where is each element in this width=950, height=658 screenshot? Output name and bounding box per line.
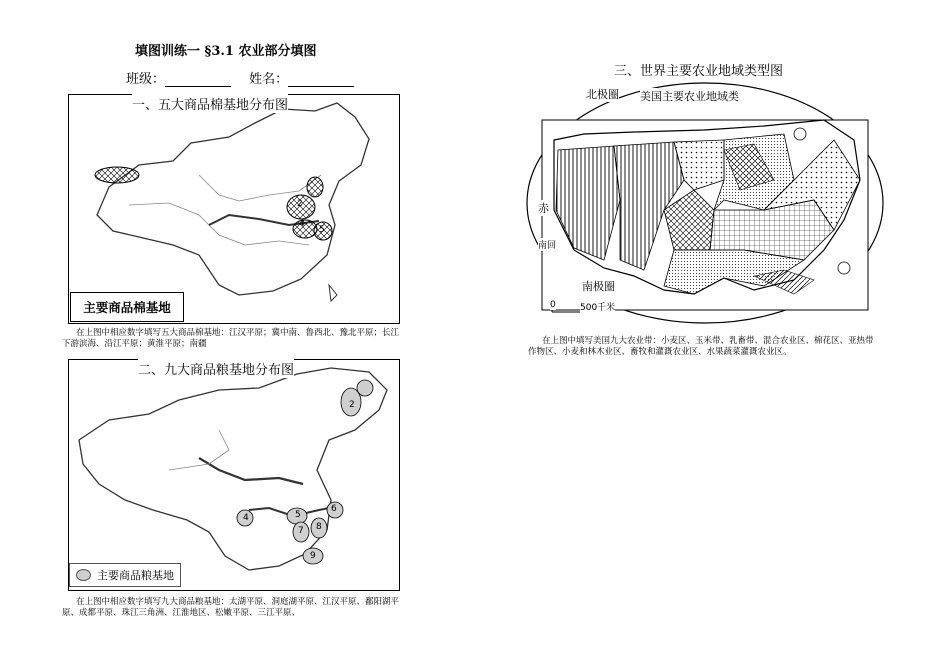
- grain-legend-label: 主要商品粮基地: [97, 569, 174, 582]
- grain-map-title: 二、九大商品粮基地分布图: [138, 359, 294, 378]
- cotton-legend: 主要商品棉基地: [70, 292, 184, 322]
- north-circle-label: 北极圈: [586, 88, 619, 101]
- name-label: 姓名：: [249, 72, 289, 87]
- cotton-caption: 在上图中相应数字填写五大商品棉基地：江汉平原；冀中南、鲁西北、豫北平原；长江下游滨海、沿江平原；黄淮平原；南疆: [62, 328, 400, 349]
- grain-legend: [69, 563, 181, 587]
- us-map-subtitle: 美国主要农业地域类: [640, 90, 739, 103]
- grain-number-4: 4: [243, 513, 249, 523]
- grain-number-5: 5: [295, 510, 301, 520]
- china-map-outline-2: [69, 360, 399, 590]
- us-agriculture-caption: 在上图中填写美国九大农业带：小麦区、玉米带、乳畜带、混合农业区、棉花区、亚热带作物区、小麦和林木业区、畜牧和灌溉农业区、水果蔬菜灌溉农业区。: [528, 336, 874, 357]
- world-map-title: 三、世界主要农业地域类型图: [614, 64, 784, 79]
- cotton-map-title: 一、五大商品棉基地分布图: [132, 94, 288, 113]
- equator-label: 赤: [538, 202, 549, 215]
- us-agriculture-map: [524, 80, 886, 326]
- class-label: 班级：: [126, 72, 166, 87]
- grain-number-7: 7: [298, 526, 304, 536]
- south-circle-label: 南极圈: [582, 280, 615, 293]
- grain-caption: 在上图中相应数字填写九大商品粮基地：太湖平原、洞庭湖平原、江汉平原、鄱阳湖平原、成都平原、珠江三角洲、江淮地区、松嫩平原、三江平原、: [62, 597, 400, 618]
- grain-number-9: 9: [310, 551, 316, 561]
- student-info-row: [126, 68, 360, 87]
- grain-number-6: 6: [331, 504, 337, 514]
- tropic-label: 南回: [538, 238, 556, 251]
- name-blank[interactable]: [288, 74, 354, 87]
- scale-distance: 500千米: [580, 300, 615, 313]
- scale-zero: 0: [550, 300, 556, 310]
- cotton-number-4: 4: [299, 219, 305, 229]
- us-map-graphic: [524, 80, 886, 326]
- grain-number-2: 2: [349, 400, 355, 410]
- class-blank[interactable]: [165, 74, 231, 87]
- grain-number-8: 8: [316, 522, 322, 532]
- china-map-outline-1: [69, 95, 399, 323]
- grain-base-map: [68, 359, 400, 591]
- worksheet-title: 填图训练一 §3.1 农业部分填图: [135, 44, 317, 59]
- cotton-base-map: [68, 94, 400, 324]
- grain-legend-swatch: [76, 569, 91, 581]
- cotton-number-5: 5: [319, 225, 325, 235]
- cotton-number-2: 2: [297, 199, 303, 209]
